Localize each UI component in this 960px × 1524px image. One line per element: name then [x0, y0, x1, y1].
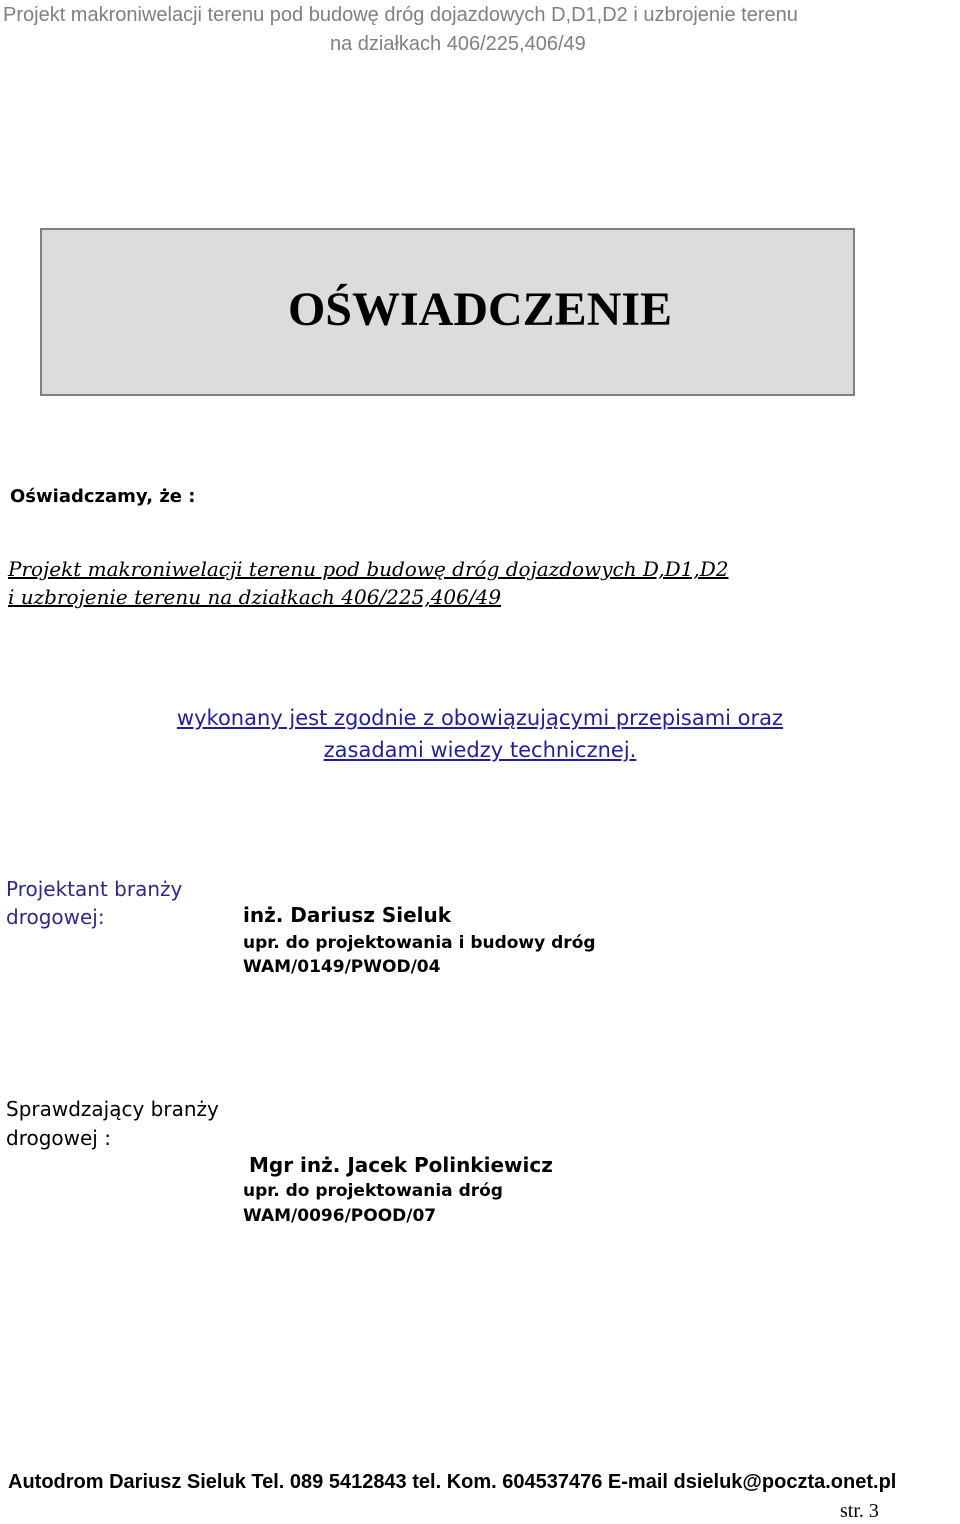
- checker-license-desc: upr. do projektowania dróg: [243, 1181, 503, 1201]
- designer-role-line2: drogowej:: [6, 905, 105, 929]
- statement-line2: zasadami wiedzy technicznej.: [323, 738, 637, 762]
- designer-license-desc: upr. do projektowania i budowy dróg: [243, 933, 596, 953]
- checker-license-number: WAM/0096/POOD/07: [243, 1206, 437, 1226]
- statement-line1: wykonany jest zgodnie z obowiązującymi przepisami oraz: [176, 706, 784, 730]
- designer-license-number: WAM/0149/PWOD/04: [243, 957, 441, 977]
- checker-role-line2: drogowej :: [6, 1126, 111, 1150]
- intro-text: Oświadczamy, że :: [10, 486, 196, 507]
- checker-role-line1: Sprawdzający branży: [6, 1097, 219, 1121]
- designer-role-line1: Projektant branży: [6, 877, 183, 901]
- project-line1: Projekt makroniwelacji terenu pod budowę dróg dojazdowych D,D1,D2: [8, 557, 729, 581]
- checker-name: Mgr inż. Jacek Polinkiewicz: [249, 1153, 553, 1177]
- page-number-value: 3: [868, 1500, 879, 1522]
- header-title-line2: na działkach 406/225,406/49: [330, 33, 586, 55]
- page-number: [840, 1500, 879, 1523]
- page-number-label: str.: [840, 1500, 864, 1522]
- footer-contact: Autodrom Dariusz Sieluk Tel. 089 5412843 tel. Kom. 604537476 E-mail dsieluk@poczta.onet.pl: [8, 1471, 897, 1493]
- header-title-line1: Projekt makroniwelacji terenu pod budowę dróg dojazdowych D,D1,D2 i uzbrojenie terenu: [3, 4, 798, 26]
- document-title: OŚWIADCZENIE: [287, 283, 673, 336]
- project-line2: i uzbrojenie terenu na działkach 406/225,406/49: [8, 585, 502, 609]
- designer-name: inż. Dariusz Sieluk: [243, 903, 452, 927]
